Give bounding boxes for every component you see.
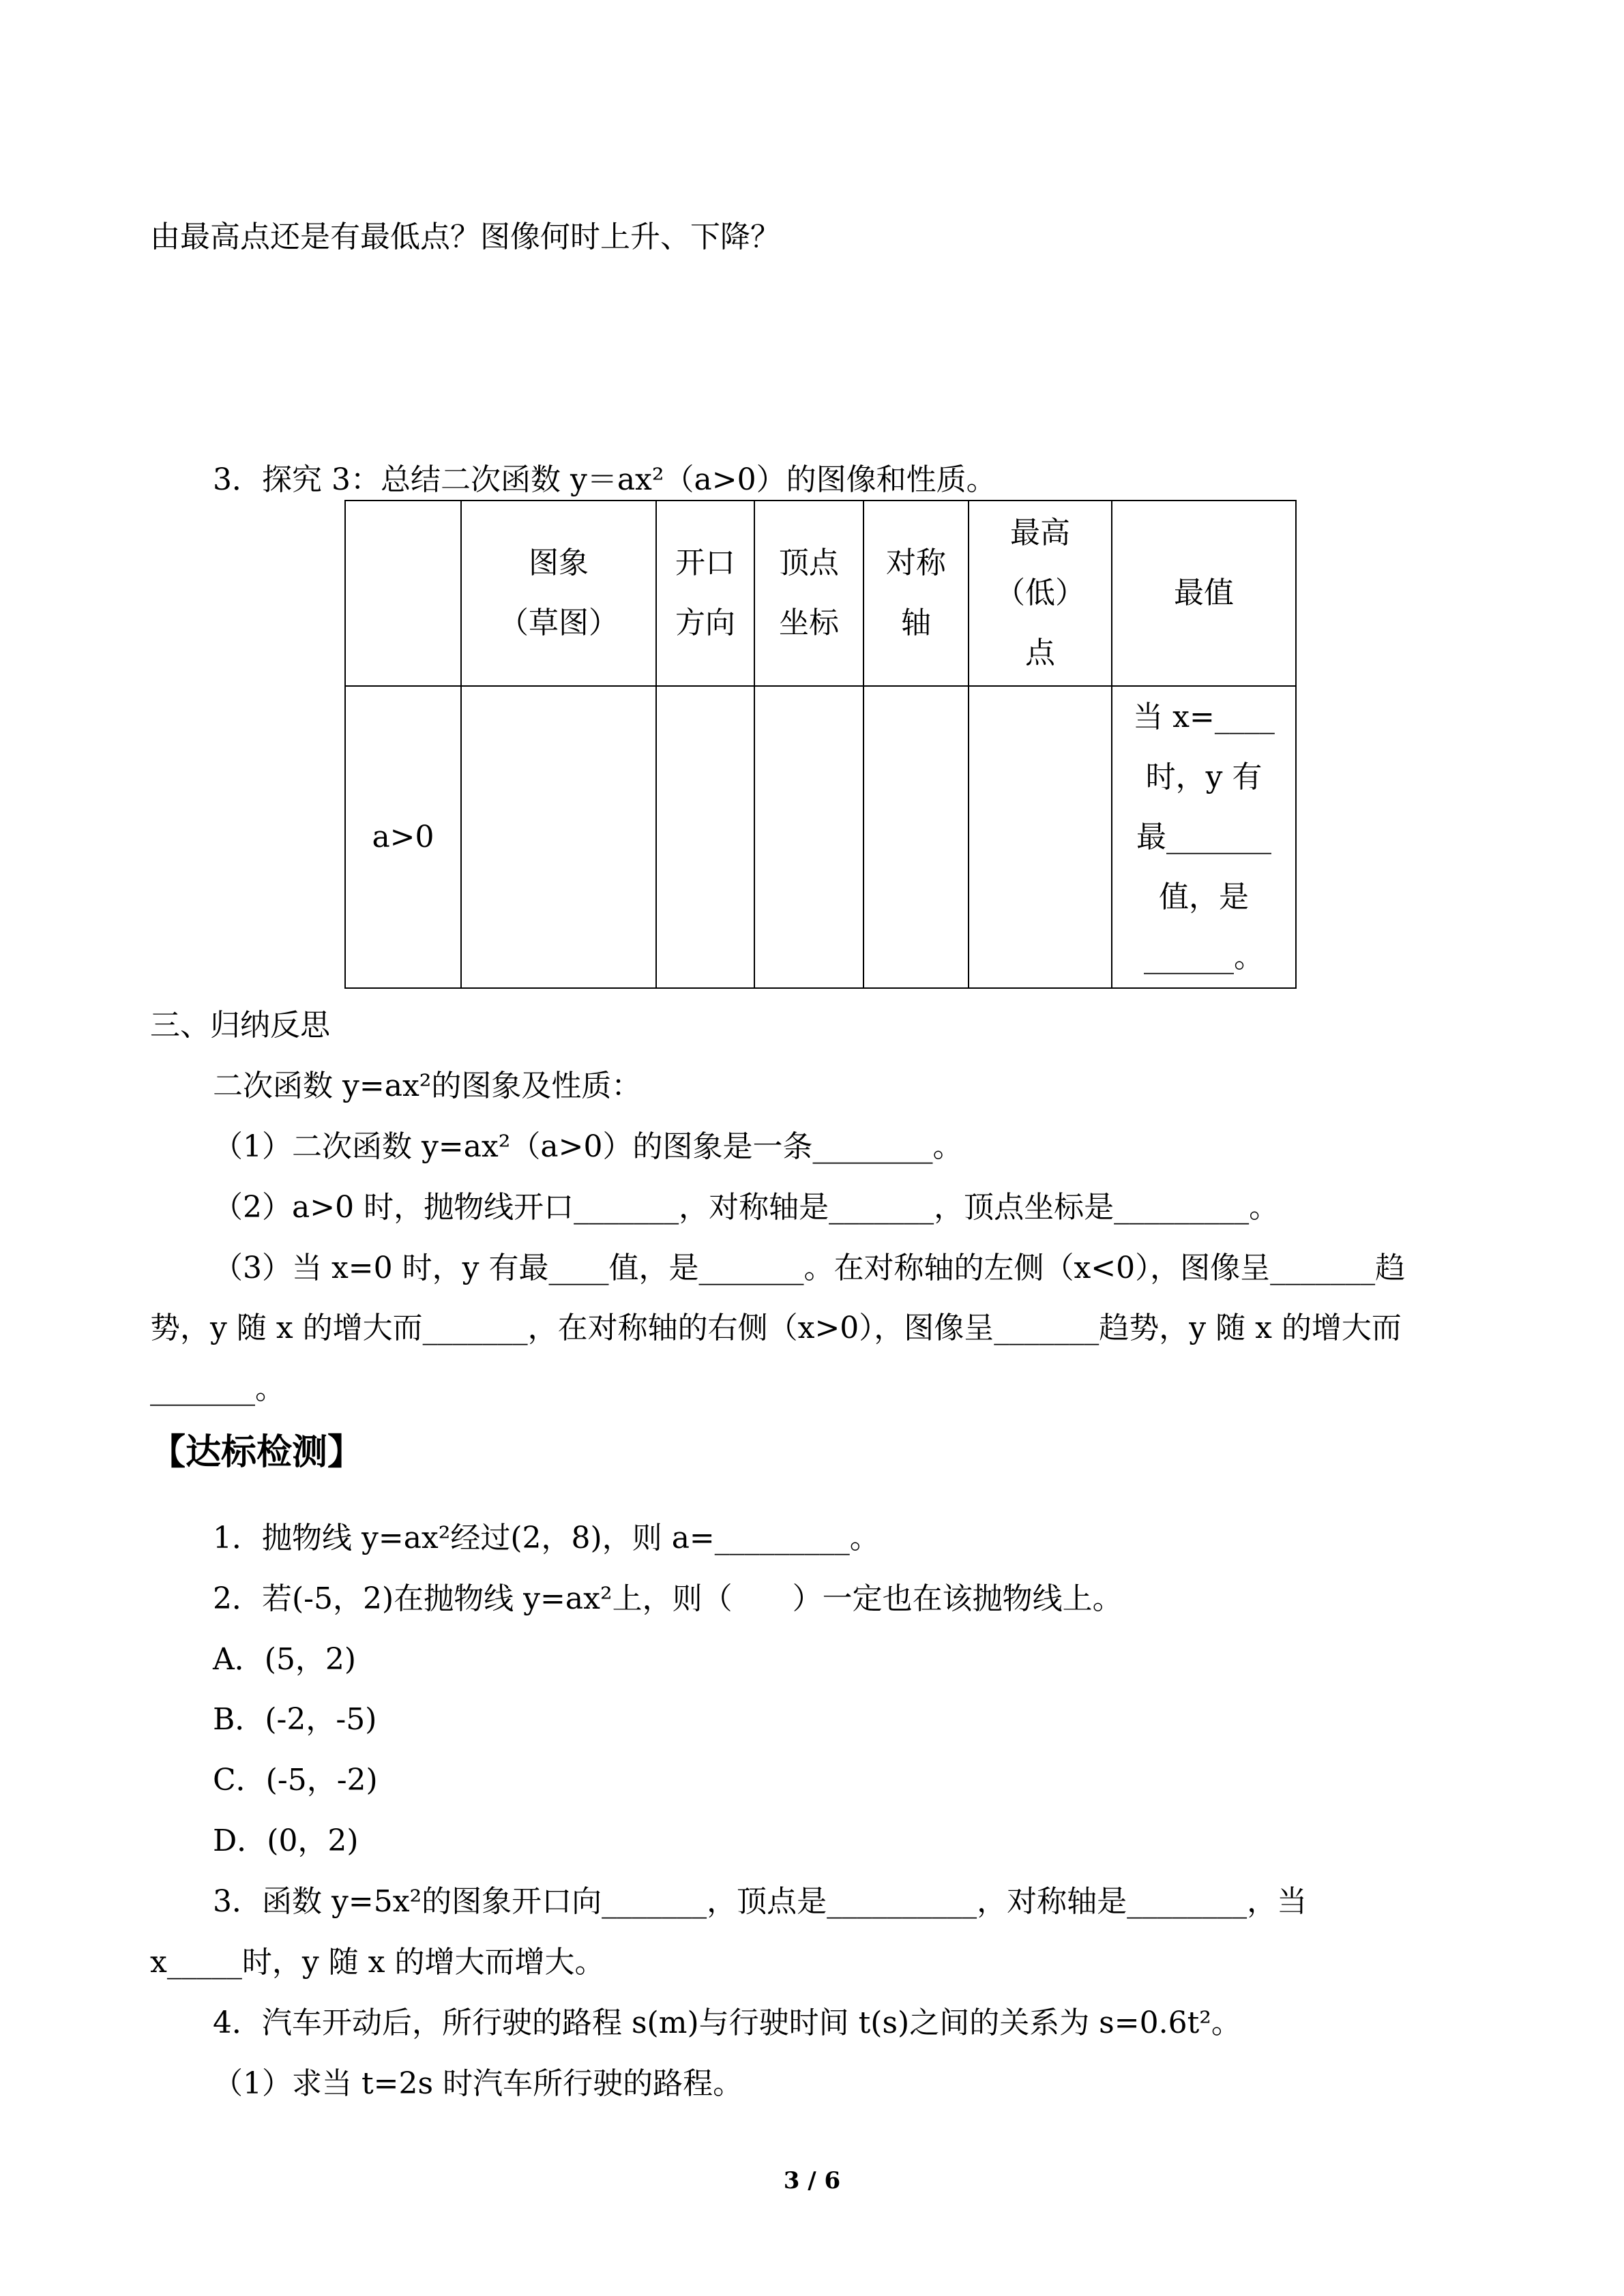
table-header-cell: 顶点 坐标 (754, 501, 863, 686)
question-3-continued: x_____时，y 随 x 的增大而增大。 (150, 1945, 605, 1980)
text-line: 二次函数 y=ax²的图象及性质： (213, 1069, 642, 1103)
properties-table (344, 500, 1297, 989)
exploration-3-heading: 3．探究 3：总结二次函数 y＝ax²（a>0）的图像和性质。 (213, 462, 996, 497)
table-header-cell: 图象 （草图） (461, 501, 656, 686)
text-line: _______。 (150, 1371, 285, 1406)
section-heading-assessment: 【达标检测】 (150, 1432, 364, 1473)
table-row-label: a>0 (345, 686, 461, 988)
text-line: （1）二次函数 y=ax²（a>0）的图象是一条________。 (213, 1129, 963, 1164)
option-c: C．(-5，-2) (213, 1763, 378, 1798)
text-line: 势，y 随 x 的增大而_______，在对称轴的右侧（x>0），图像呈_______趋势，y 随 x 的增大而 (150, 1311, 1402, 1345)
table-header-cell: 对称 轴 (863, 501, 969, 686)
text-line: （3）当 x=0 时，y 有最____值，是_______。在对称轴的左侧（x<0），图像呈_______趋 (213, 1251, 1406, 1285)
table-header-cell: 最值 (1112, 501, 1296, 686)
table-header-cell (345, 501, 461, 686)
table-cell-blank (656, 686, 754, 988)
table-header-cell: 最高 （低） 点 (969, 501, 1112, 686)
text-line: 由最高点还是有最低点？图像何时上升、下降？ (150, 220, 780, 254)
table-header-row (345, 501, 1296, 686)
question-4: 4．汽车开动后，所行驶的路程 s(m)与行驶时间 t(s)之间的关系为 s=0.6t²。 (213, 2006, 1241, 2040)
table-cell-blank (863, 686, 969, 988)
table-cell-blank (969, 686, 1112, 988)
table-cell-blank (754, 686, 863, 988)
option-b: B．(-2，-5) (213, 1702, 377, 1737)
question-1: 1．抛物线 y=ax²经过(2，8)，则 a=_________。 (213, 1521, 880, 1555)
table-row (345, 686, 1296, 988)
option-d: D．(0，2) (213, 1823, 359, 1858)
page-number: 3 / 6 (783, 2167, 841, 2194)
table-cell-blank (461, 686, 656, 988)
table-header-cell: 开口 方向 (656, 501, 754, 686)
text-line: （2）a>0 时，抛物线开口_______，对称轴是_______，顶点坐标是_________。 (213, 1190, 1280, 1225)
question-4-part-1: （1）求当 t=2s 时汽车所行驶的路程。 (213, 2066, 743, 2101)
option-a: A．(5，2) (213, 1642, 357, 1677)
question-3: 3．函数 y=5x²的图象开口向_______，顶点是__________，对称轴是________，当 (213, 1884, 1308, 1919)
table-cell-max-value: 当 x=____ 时，y 有 最_______ 值，是 ______。 (1112, 686, 1296, 988)
section-heading-reflection: 三、归纳反思 (150, 1008, 330, 1043)
question-2: 2．若(-5，2)在抛物线 y=ax²上，则（ ）一定也在该抛物线上。 (213, 1581, 1123, 1616)
